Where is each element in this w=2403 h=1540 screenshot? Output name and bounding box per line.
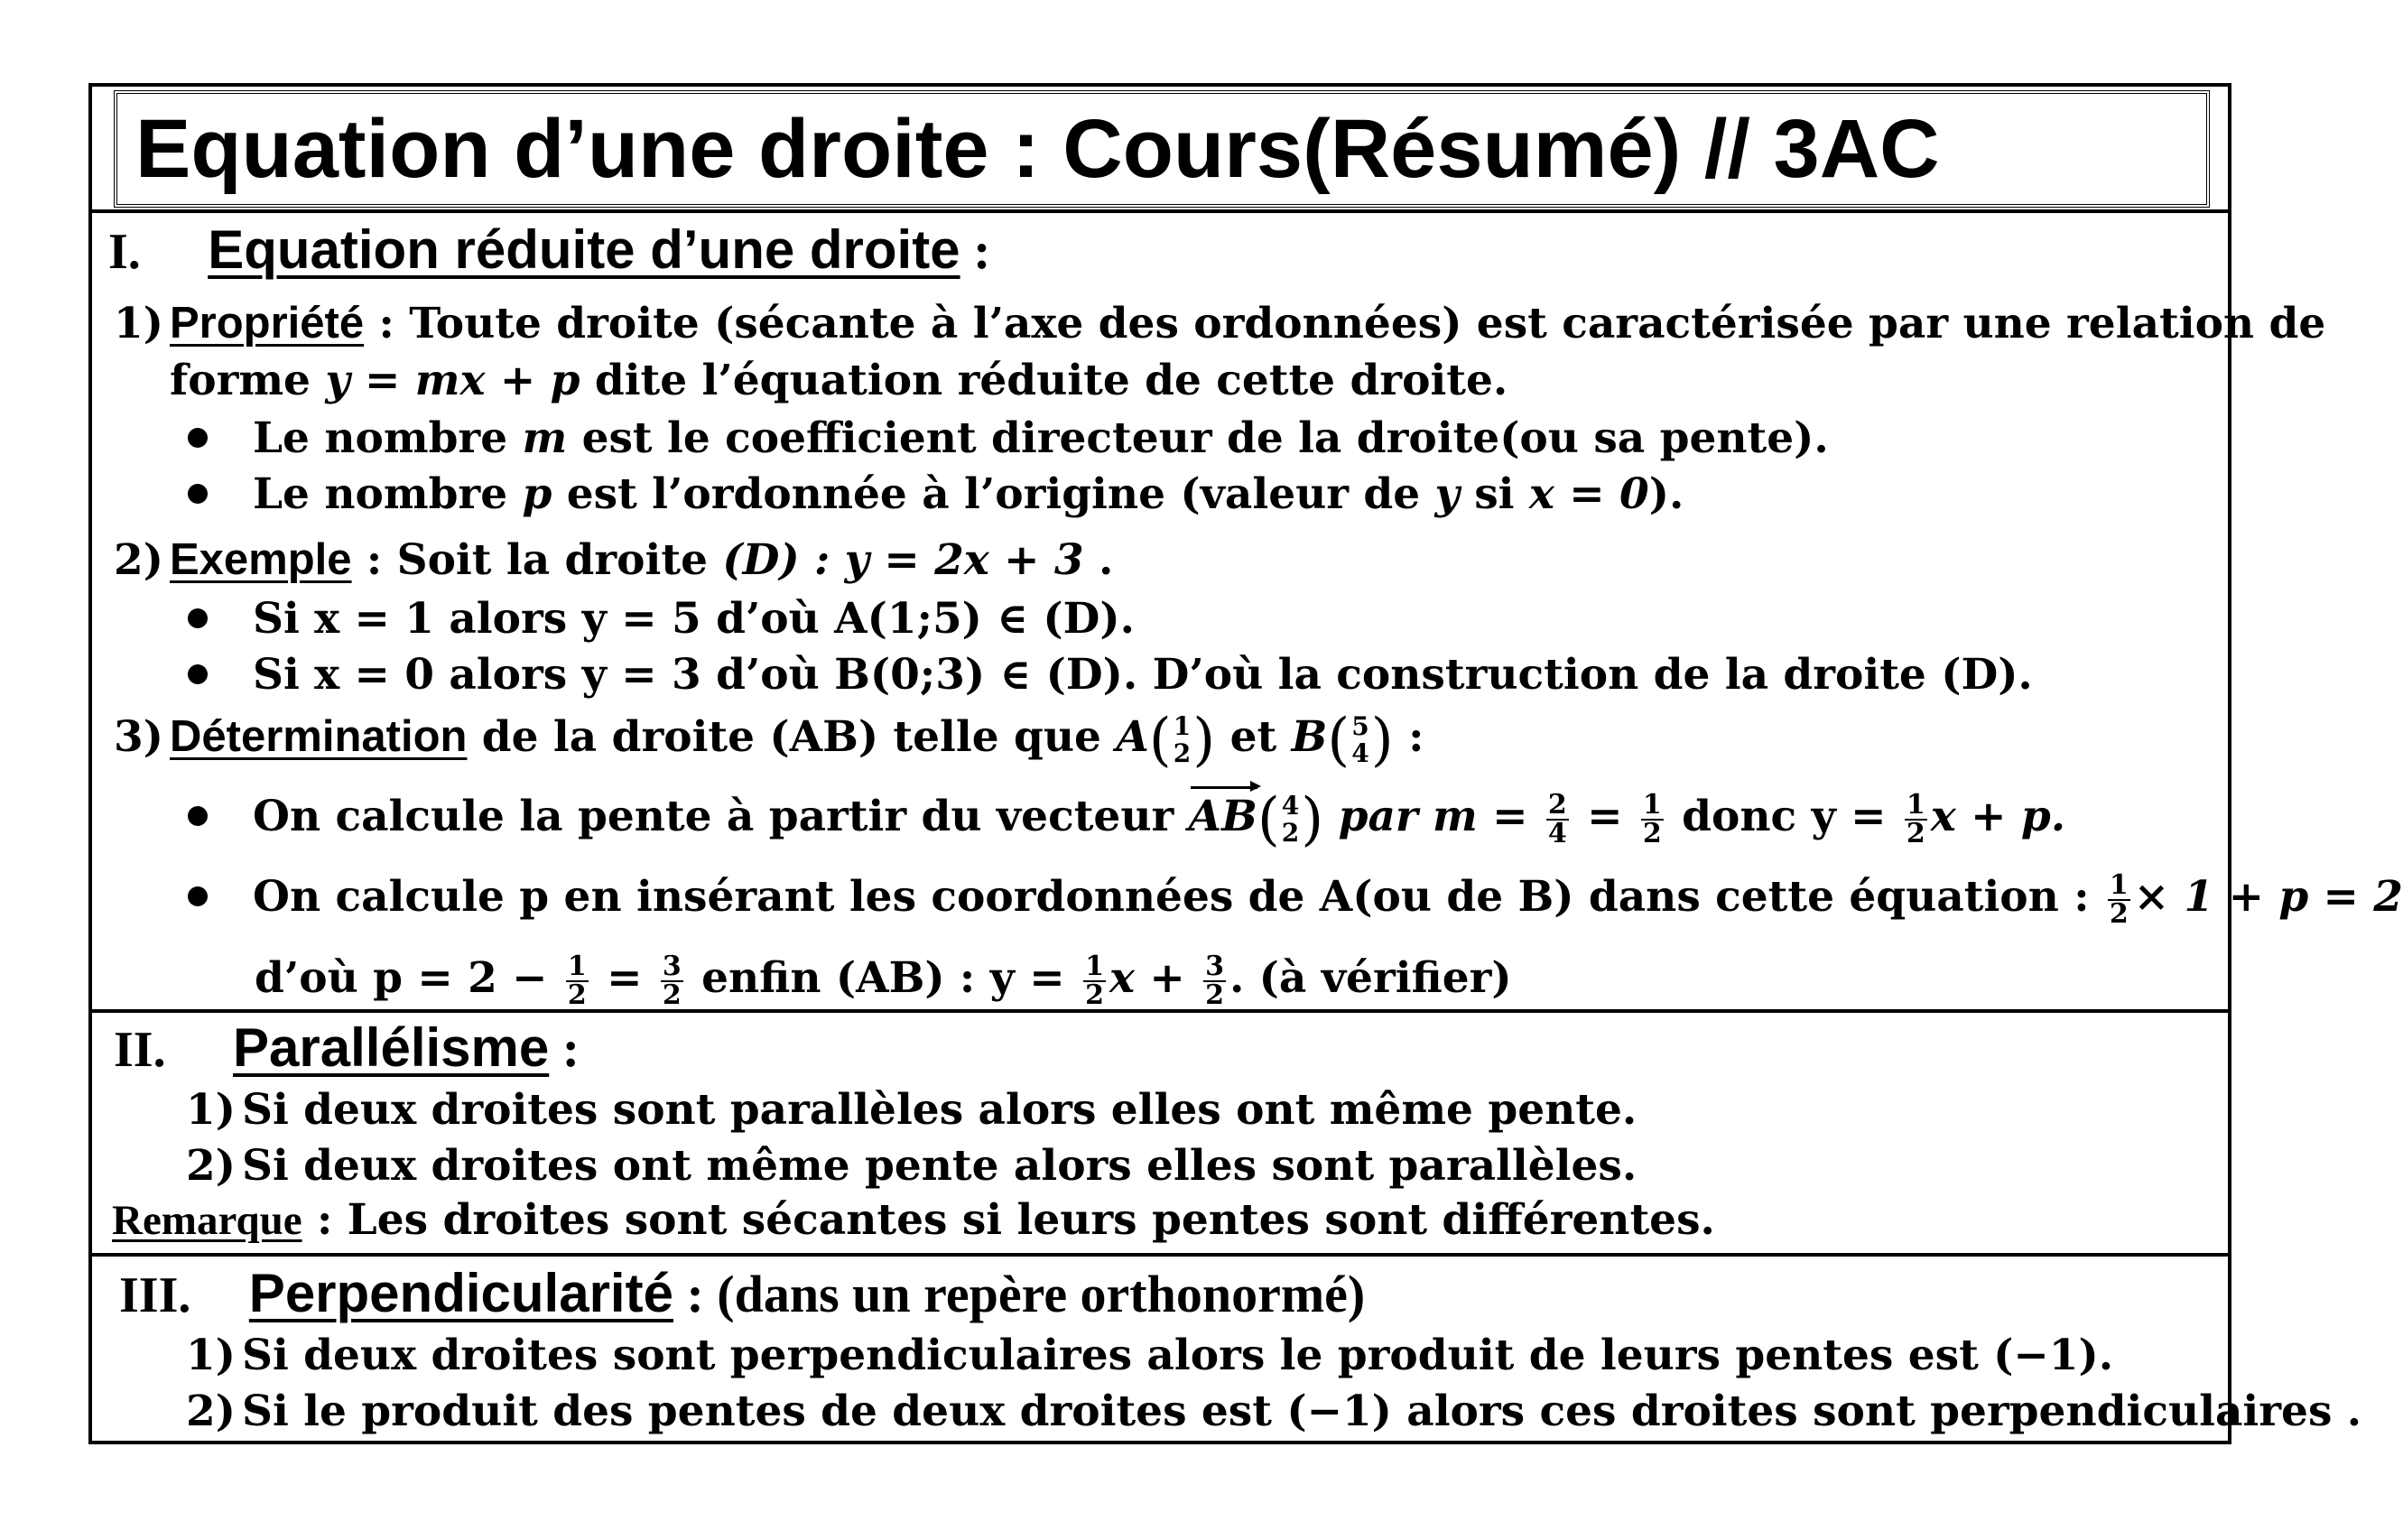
B-y: 4 (1351, 738, 1369, 768)
property-text-b-pre: forme (170, 356, 326, 405)
fraction: $\frac{1}{2}$ (1906, 789, 1925, 849)
bullet-dot (188, 806, 208, 826)
vec-y: 2 (1281, 818, 1300, 848)
property-text-b-post: dite l’équation réduite de cette droite. (580, 356, 1508, 405)
equals: = (1572, 792, 1638, 841)
perp-item2-text: Si le produit des pentes de deux droites est (−1) alors ces droites sont perpendiculaires . (242, 1387, 2362, 1436)
slope-par: par m = (1323, 792, 1543, 841)
slope-text: On calcule la pente à partir du vecteur (253, 792, 1189, 841)
section-perpendicularite (92, 1253, 2362, 1444)
fraction: $\frac{2}{4}$ (1547, 789, 1567, 849)
vec-x: 4 (1281, 791, 1300, 821)
fraction: $\frac{1}{2}$ (2109, 869, 2129, 930)
point-A-coords: ( 1 2 ) (1148, 707, 1216, 774)
vector-AB-coords: ( 4 2 ) (1257, 786, 1324, 853)
bullet-dot (188, 428, 208, 448)
perpendicular-item-1 (186, 1331, 2113, 1381)
section3-roman: III. (119, 1267, 191, 1323)
determination-text: de la droite (AB) telle que (467, 712, 1117, 762)
example-bullet1-text: Si x = 1 alors y = 5 d’où A(1;5) ∈ (D). (253, 594, 1135, 644)
property-bullet-2 (188, 469, 1684, 520)
fraction: $\frac{1}{2}$ (567, 951, 587, 1011)
bullet-dot (188, 664, 208, 684)
bullet2-math: p (522, 469, 552, 519)
property-line-1 (114, 298, 2325, 349)
bullet2-mid: est l’ordonnée à l’origine (valeur de (552, 469, 1435, 519)
bullet2-pre: Le nombre (253, 469, 523, 519)
remark-text: : Les droites sont sécantes si leurs pentes sont différentes. (302, 1195, 1715, 1245)
perpendicular-item-2 (186, 1387, 2361, 1437)
bullet2-post: ). (1648, 469, 1684, 519)
fraction: $\frac{1}{2}$ (1085, 951, 1104, 1011)
parallel-item-2 (186, 1141, 1637, 1192)
title-box (114, 90, 2210, 208)
section-equation-reduite (92, 209, 2403, 1099)
p-result-a: d’où p = 2 − (255, 953, 562, 1003)
et: et (1215, 712, 1292, 762)
example-bullet-1 (188, 594, 1135, 645)
section1-heading (108, 220, 990, 282)
A-y: 2 (1173, 738, 1192, 768)
example-bullet-2 (188, 650, 2033, 700)
fraction: $\frac{3}{2}$ (1205, 951, 1224, 1011)
point-A: A (1116, 712, 1149, 762)
perp-item1-text: Si deux droites sont perpendiculaires alors le produit de leurs pentes est (−1). (242, 1331, 2114, 1380)
donc: donc y = (1666, 792, 1901, 841)
section3-title: Perpendicularité (248, 1263, 673, 1323)
determination-bullet-1 (188, 786, 2066, 853)
bullet2-math3: x = 0 (1528, 469, 1649, 519)
property-line-2 (170, 356, 1508, 406)
bullet-dot (188, 608, 208, 628)
section3-heading (119, 1264, 1365, 1325)
property-keyword: Propriété (170, 299, 365, 348)
section3-rest: : (dans un repère orthonormé) (673, 1265, 1366, 1323)
section2-roman: II. (114, 1022, 166, 1078)
section1-roman: I. (108, 224, 141, 280)
vector-AB: AB (1188, 792, 1257, 841)
section1-colon: : (960, 221, 991, 280)
property-formula: y = mx + p (325, 356, 580, 405)
example-bullet2-text: Si x = 0 alors y = 3 d’où B(0;3) ∈ (D). D’où la construction de la droite (D). (253, 650, 2033, 700)
page-title: Equation d’une droite : Cours(Résumé) // 3AC (135, 102, 1940, 195)
determination-bullet-2-line-2 (255, 953, 1512, 1009)
perp-item2-number: 2) (186, 1387, 236, 1436)
bullet1-pre: Le nombre (253, 413, 523, 463)
parallel-remark (112, 1195, 1715, 1246)
bullet2-mid2: si (1459, 469, 1529, 519)
section2-colon: : (549, 1019, 580, 1078)
bullet1-math: m (522, 413, 568, 463)
p-result-c: enfin (AB) : y = (686, 953, 1081, 1003)
example-formula: (D) : y = 2x + 3 (722, 535, 1084, 585)
bullet-dot (188, 886, 208, 906)
section1-title: Equation réduite d’une droite (208, 219, 960, 280)
section-parallelisme (92, 1009, 2228, 1253)
remark-keyword: Remarque (112, 1197, 302, 1244)
p-result-b: = (591, 953, 657, 1003)
p-result-e: . (à vérifier) (1229, 953, 1512, 1003)
bullet1-post: est le coefficient directeur de la droite(ou sa pente). (567, 413, 1829, 463)
determination-keyword: Détermination (170, 712, 468, 761)
point-B: B (1291, 712, 1328, 762)
p-text: On calcule p en insérant les coordonnées de A(ou de B) dans cette équation : (253, 872, 2104, 922)
A-x: 1 (1173, 711, 1192, 741)
example-keyword: Exemple (170, 535, 352, 584)
parallel-item2-text: Si deux droites ont même pente alors elles sont parallèles. (242, 1141, 1638, 1191)
fraction: $\frac{1}{2}$ (1642, 789, 1662, 849)
determination-number: 3) (114, 712, 163, 762)
property-bullet-1 (188, 413, 1829, 464)
determination-colon: : (1393, 712, 1424, 762)
determination-line-1 (114, 707, 1424, 774)
example-text-a: : Soit la droite (351, 535, 723, 585)
parallel-item-1 (186, 1085, 1637, 1136)
point-B-coords: ( 5 4 ) (1327, 707, 1394, 774)
example-line-1 (114, 534, 1113, 586)
parallel-item1-text: Si deux droites sont parallèles alors elles ont même pente. (242, 1085, 1638, 1135)
example-text-post: . (1083, 535, 1114, 585)
section2-heading (114, 1018, 580, 1080)
property-text-a: : Toute droite (sécante à l’axe des ordonnées) est caractérisée par une relation de (364, 299, 2326, 348)
p-result-d: x + (1109, 953, 1201, 1003)
determination-bullet-2 (188, 869, 2403, 930)
bullet-dot (188, 484, 208, 504)
course-sheet (88, 83, 2403, 1444)
parallel-item2-number: 2) (186, 1141, 236, 1191)
fraction: $\frac{3}{2}$ (662, 951, 682, 1011)
bullet2-math2: y (1434, 469, 1460, 519)
property-number: 1) (114, 299, 163, 348)
B-x: 5 (1351, 711, 1369, 741)
p-equation: × 1 + p = 2 (2133, 872, 2403, 922)
slope-end: x + p. (1930, 792, 2066, 841)
perp-item1-number: 1) (186, 1331, 236, 1380)
example-number: 2) (114, 535, 163, 585)
section2-title: Parallélisme (233, 1017, 550, 1078)
parallel-item1-number: 1) (186, 1085, 236, 1135)
